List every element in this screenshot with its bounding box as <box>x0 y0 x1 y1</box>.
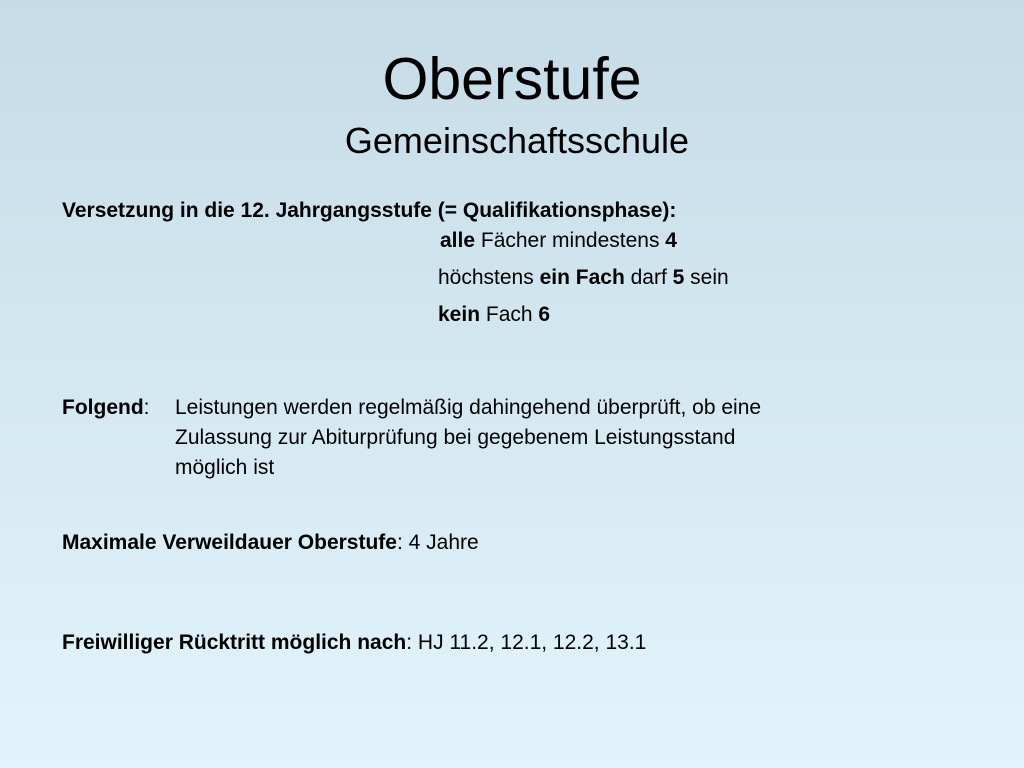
ruecktritt-value: : HJ 11.2, 12.1, 12.2, 13.1 <box>406 631 647 654</box>
folgend-line-3: möglich ist <box>175 456 275 479</box>
rule-3-grade: 6 <box>538 303 551 326</box>
rule-2-text-3: sein <box>684 266 729 289</box>
slide-title: Oberstufe <box>382 46 642 112</box>
ruecktritt-label: Freiwilliger Rücktritt möglich nach <box>62 631 407 654</box>
verweildauer-label: Maximale Verweildauer Oberstufe <box>62 531 397 554</box>
versetzung-heading-text: Versetzung in die 12. Jahrgangsstufe (= Qualifikationsphase): <box>62 199 677 222</box>
rule-3-text: Fach <box>480 303 539 326</box>
ruecktritt-line <box>62 628 646 658</box>
rule-2-quantifier: ein Fach <box>539 266 625 289</box>
versetzung-rule-1 <box>440 226 677 256</box>
rule-2-grade: 5 <box>672 266 685 289</box>
rule-2-text-2: darf <box>624 266 673 289</box>
verweildauer-line <box>62 528 479 558</box>
rule-1-text: Fächer mindestens <box>475 229 666 252</box>
folgend-label-text: Folgend <box>62 396 144 419</box>
folgend-line-2: Zulassung zur Abiturprüfung bei gegebenem Leistungsstand <box>175 426 736 449</box>
folgend-line-1: Leistungen werden regelmäßig dahingehend überprüft, ob eine <box>175 396 762 419</box>
rule-2-text-1: höchstens <box>438 266 540 289</box>
versetzung-rule-2 <box>438 263 729 293</box>
verweildauer-value: : 4 Jahre <box>396 531 479 554</box>
rule-3-quantifier: kein <box>438 303 481 326</box>
versetzung-rule-3 <box>438 300 550 330</box>
folgend-colon: : <box>143 396 150 419</box>
slide-subtitle: Gemeinschaftsschule <box>344 120 690 161</box>
versetzung-heading <box>62 196 676 226</box>
rule-1-grade: 4 <box>665 229 677 252</box>
folgend-label <box>62 393 150 423</box>
rule-1-quantifier: alle <box>440 229 476 252</box>
